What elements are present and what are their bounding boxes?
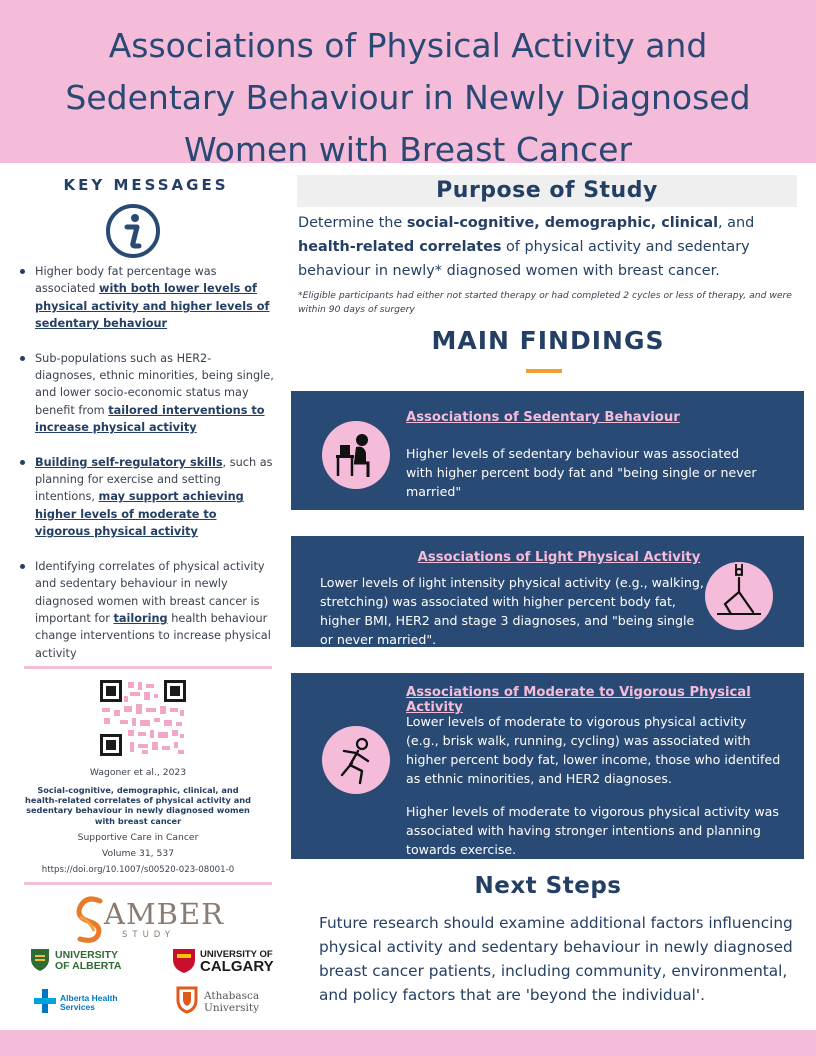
- finding-card-title: Associations of Light Physical Activity: [417, 550, 701, 565]
- finding-card-text-secondary: Higher levels of moderate to vigorous physical activity was associated with having stronger intentions and planning towards exercise.: [406, 804, 779, 857]
- key-messages-column: [18, 170, 274, 660]
- key-message-item: Sub-populations such as HER2- diagnoses, ethnic minorities, being single, and lower socio-economic status may benefit from tailored interventions to increase physical activity: [18, 350, 274, 437]
- finding-card-title: Associations of Sedentary Behaviour: [406, 410, 680, 425]
- citation-journal: Supportive Care in Cancer: [77, 832, 199, 843]
- footer-band: [0, 1030, 816, 1056]
- info-icon: [105, 203, 161, 259]
- title-accent-underline: [526, 369, 562, 373]
- citation-title: Social-cognitive, demographic, clinical, and health-related correlates of physical activity and sedentary behaviour in newly diagnosed women with breast cancer: [25, 785, 251, 826]
- athabasca-shield-icon: [176, 986, 198, 1014]
- purpose-footnote: *Eligible participants had either not started therapy or had completed 2 cycles or less of therapy, and were within 90 days of surgery: [298, 290, 792, 315]
- amber-logo-sub: STUDY: [122, 930, 176, 940]
- key-messages-title: KEY MESSAGES: [63, 176, 229, 194]
- section-divider: [24, 666, 272, 669]
- next-steps-title: Next Steps: [474, 873, 622, 899]
- qr-code[interactable]: [100, 680, 186, 756]
- citation-volume: Volume 31, 537: [101, 848, 175, 859]
- section-divider: [24, 882, 272, 885]
- amber-swirl-icon: [70, 895, 108, 945]
- finding-card-text: Lower levels of moderate to vigorous physical activity (e.g., brisk walk, running, cycling) was associated with higher percent body fat, lower income, those who identifed as ethnic minorities, and HER2 diagnoses.: [406, 714, 781, 786]
- key-message-item: Building self-regulatory skills, such as planning for exercise and setting intentions, may support achieving higher levels of moderate to vigorous physical activity: [18, 454, 274, 541]
- purpose-title: Purpose of Study: [436, 178, 658, 203]
- finding-card-text: Higher levels of sedentary behaviour was associated with higher percent body fat and "being single or never married": [406, 446, 757, 499]
- key-message-emphasis: with both lower levels of physical activity and higher levels of sedentary behaviour: [35, 282, 270, 331]
- finding-card-title: Associations of Moderate to Vigorous Physical Activity: [406, 685, 751, 715]
- key-messages-list: [18, 263, 274, 662]
- key-message-emphasis: tailored interventions to increase physical activity: [35, 403, 265, 435]
- finding-card-text: Lower levels of light intensity physical activity (e.g., walking, stretching) was associated with higher percent body fat, higher BMI, HER2 and stage 3 diagnoses, and "being single or never married".: [320, 575, 704, 647]
- key-message-item: Identifying correlates of physical activity and sedentary behaviour in newly diagnosed women with breast cancer is important for tailoring health behaviour change interventions to increase physical activity: [18, 558, 274, 662]
- finding-card-light-activity: [291, 536, 804, 647]
- key-message-emphasis: may support achieving higher levels of moderate to vigorous physical activity: [35, 490, 244, 539]
- next-steps-text: Future research should examine additional factors influencing physical activity and sedentary behaviour in newly diagnosed breast cancer patients, including community, environmental, and policy factors that are 'beyond the individual'.: [319, 914, 793, 1004]
- header-banner: [0, 0, 816, 169]
- key-message-emphasis: Building self-regulatory skills: [35, 455, 223, 469]
- citation-doi[interactable]: https://doi.org/10.1007/s00520-023-08001-0: [41, 865, 235, 875]
- amber-study-logo: [70, 895, 224, 945]
- amber-logo-word: AMBER: [104, 897, 224, 931]
- shield-icon: [30, 948, 50, 972]
- key-message-item: Higher body fat percentage was associated with both lower levels of physical activity and higher levels of sedentary behaviour: [18, 263, 274, 333]
- running-icon: [322, 726, 390, 794]
- purpose-text: Determine the social-cognitive, demographic, clinical, and health-related correlates of physical activity and sedentary behaviour in newly* diagnosed women with breast cancer.: [298, 215, 755, 279]
- finding-card-sedentary: [291, 391, 804, 510]
- health-cross-icon: [34, 989, 56, 1013]
- finding-card-mvpa: [291, 673, 804, 859]
- key-message-emphasis: tailoring: [113, 611, 168, 625]
- crest-icon: [172, 948, 196, 974]
- sitting-at-desk-icon: [322, 421, 390, 489]
- yoga-pose-icon: [705, 562, 773, 630]
- poster-title: Associations of Physical Activity and Sedentary Behaviour in Newly Diagnosed Women with Breast Cancer: [65, 26, 751, 169]
- main-findings-title: MAIN FINDINGS: [431, 326, 665, 355]
- citation-authors: Wagoner et al., 2023: [89, 767, 187, 778]
